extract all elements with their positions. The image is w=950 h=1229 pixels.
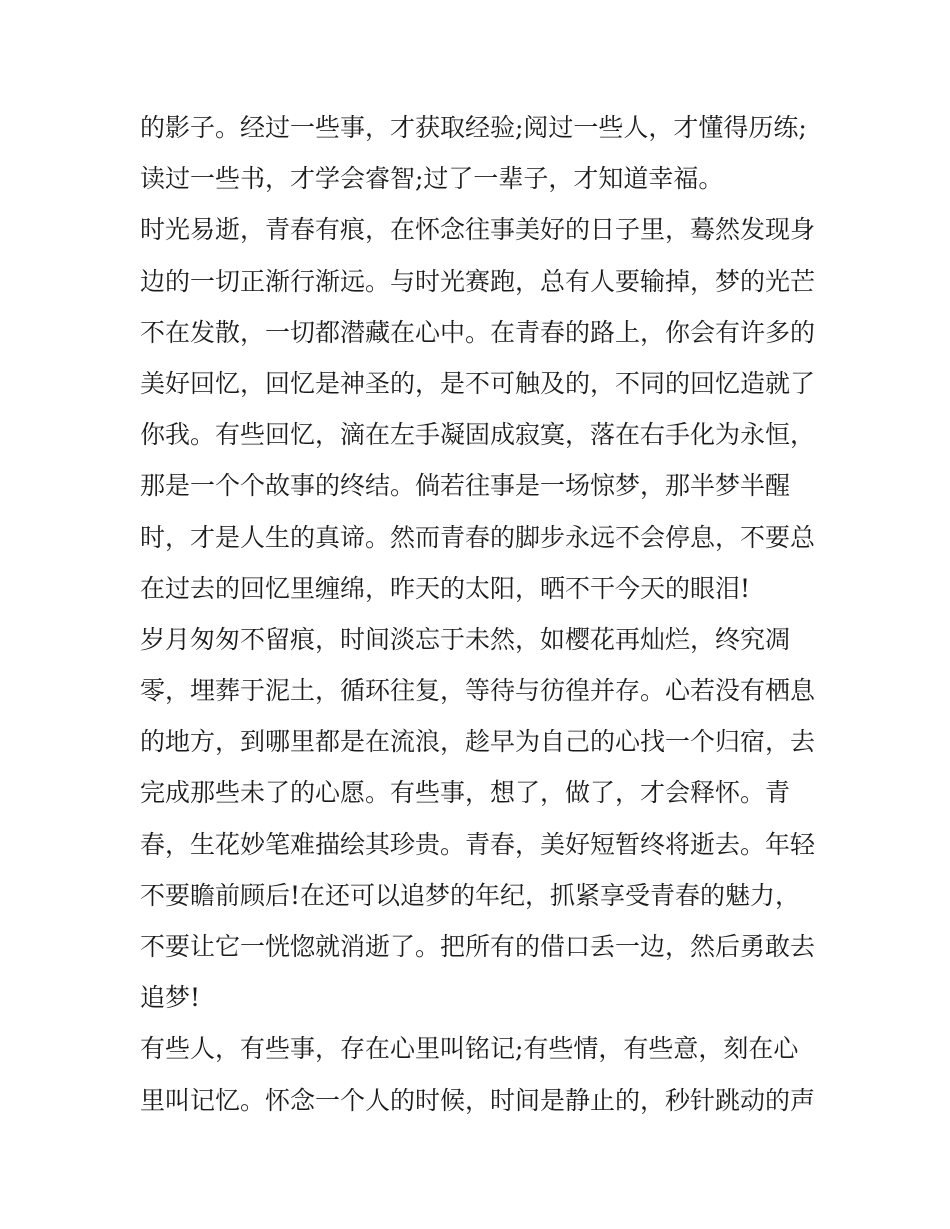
text-line: 不在发散，一切都潜藏在心中。在青春的路上，你会有许多的: [140, 317, 816, 347]
text-line: 零，埋葬于泥土，循环往复，等待与彷徨并存。心若没有栖息: [140, 676, 816, 706]
text-line: 岁月匆匆不留痕，时间淡忘于未然，如樱花再灿烂，终究凋: [140, 624, 791, 654]
text-line: 追梦!: [140, 983, 201, 1013]
body-text: [140, 102, 820, 1126]
text-line: 时，才是人生的真谛。然而青春的脚步永远不会停息，不要总: [140, 522, 816, 552]
text-line: 美好回忆，回忆是神圣的，是不可触及的，不同的回忆造就了: [140, 368, 816, 398]
text-line: 边的一切正渐行渐远。与时光赛跑，总有人要输掉，梦的光芒: [140, 266, 816, 296]
text-line: 读过一些书，才学会睿智;过了一辈子，才知道幸福。: [140, 164, 724, 194]
text-line: 不要瞻前顾后!在还可以追梦的年纪，抓紧享受青春的魅力，: [140, 880, 801, 910]
text-line: 不要让它一恍惚就消逝了。把所有的借口丢一边，然后勇敢去: [140, 932, 816, 961]
text-line: 那是一个个故事的终结。倘若往事是一场惊梦，那半梦半醒: [140, 471, 791, 501]
text-line: 的地方，到哪里都是在流浪，趁早为自己的心找一个归宿，去: [140, 727, 816, 757]
text-line: 在过去的回忆里缠绵，昨天的太阳，晒不干今天的眼泪!: [140, 573, 751, 603]
text-line: 时光易逝，青春有痕，在怀念往事美好的日子里，蓦然发现身: [140, 215, 816, 245]
text-line: 有些人，有些事，存在心里叫铭记;有些情，有些意，刻在心: [140, 1034, 799, 1064]
text-line: 你我。有些回忆，滴在左手凝固成寂寞，落在右手化为永恒，: [140, 420, 816, 450]
text-line: 完成那些未了的心愿。有些事，想了，做了，才会释怀。青: [140, 778, 791, 808]
text-line: 春，生花妙笔难描绘其珍贵。青春，美好短暂终将逝去。年轻: [140, 829, 816, 859]
text-line: 的影子。经过一些事，才获取经验;阅过一些人，才懂得历练;: [140, 113, 807, 142]
text-line: 里叫记忆。怀念一个人的时候，时间是静止的，秒针跳动的声: [140, 1085, 816, 1115]
